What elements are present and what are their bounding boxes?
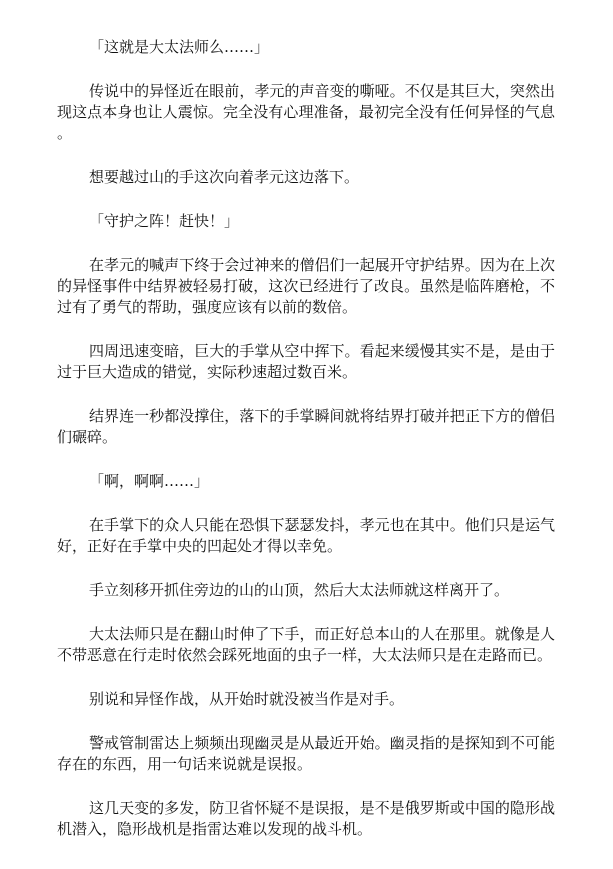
paragraph: 「守护之阵！赶快！」 xyxy=(89,212,240,230)
paragraph: 别说和异怪作战，从开始时就没被当作是对手。 xyxy=(89,690,405,708)
paragraph: 手立刻移开抓住旁边的山的山顶，然后大太法师就这样离开了。 xyxy=(89,581,510,599)
paragraph: 「这就是大太法师么……」 xyxy=(89,38,270,56)
paragraph: 警戒管制雷达上频频出现幽灵是从最近开始。幽灵指的是探知到不可能存在的东西，用一句话来说就是误报。 xyxy=(57,734,555,773)
paragraph: 想要越过山的手这次向着孝元这边落下。 xyxy=(89,168,360,186)
paragraph: 这几天变的多发，防卫省怀疑不是误报，是不是俄罗斯或中国的隐形战机潜入，隐形战机是指雷达难以发现的战斗机。 xyxy=(57,799,555,838)
paragraph: 传说中的异怪近在眼前，孝元的声音变的嘶哑。不仅是其巨大，突然出现这点本身也让人震惊。完全没有心理准备，最初完全没有任何异怪的气息。 xyxy=(57,82,555,142)
document-body xyxy=(57,37,555,863)
paragraph: 结界连一秒都没撑住，落下的手掌瞬间就将结界打破并把正下方的僧侣们碾碎。 xyxy=(57,407,555,446)
paragraph: 四周迅速变暗，巨大的手掌从空中挥下。看起来缓慢其实不是，是由于过于巨大造成的错觉，实际秒速超过数百米。 xyxy=(57,342,555,381)
paragraph: 大太法师只是在翻山时伸了下手，而正好总本山的人在那里。就像是人不带恶意在行走时依然会踩死地面的虫子一样，大太法师只是在走路而已。 xyxy=(57,625,555,664)
paragraph: 「啊，啊啊……」 xyxy=(89,472,210,490)
paragraph: 在孝元的喊声下终于会过神来的僧侣们一起展开守护结界。因为在上次的异怪事件中结界被轻易打破，这次已经进行了改良。虽然是临阵磨枪，不过有了勇气的帮助，强度应该有以前的数倍。 xyxy=(57,256,555,316)
paragraph: 在手掌下的众人只能在恐惧下瑟瑟发抖，孝元也在其中。他们只是运气好，正好在手掌中央的凹起处才得以幸免。 xyxy=(57,516,555,555)
